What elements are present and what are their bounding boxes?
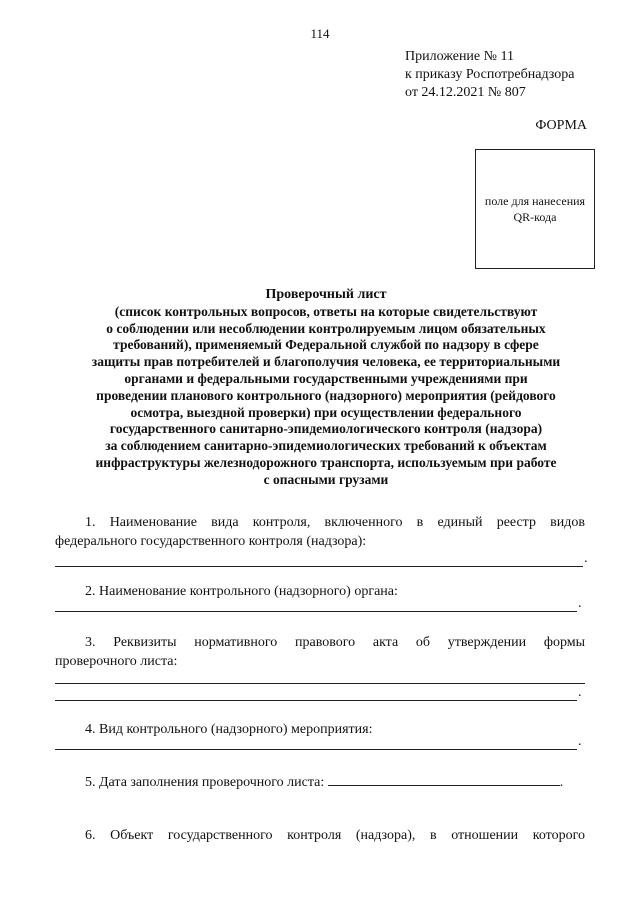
title-line: требований), применяемый Федеральной службой по надзору в сфере: [113, 337, 539, 353]
item-text: федерального государственного контроля (надзора):: [55, 534, 367, 549]
title-line: защиты прав потребителей и благополучия человека, ее территориальными: [91, 354, 561, 370]
line-period: .: [578, 734, 582, 749]
item-event-type: [55, 720, 585, 739]
line-period: .: [559, 775, 564, 790]
fill-line[interactable]: [55, 700, 577, 701]
title-line: органами и федеральными государственными учреждениями при: [124, 370, 528, 386]
qr-field-label: поле для нанесения: [484, 194, 586, 208]
title-heading: Проверочный лист: [265, 287, 387, 302]
item-text: проверочного листа:: [55, 654, 178, 669]
qr-field-label: QR-кода: [513, 210, 557, 224]
item-text: 5. Дата заполнения проверочного листа:: [85, 775, 325, 790]
item-control-body: [55, 582, 585, 601]
item-text: 6. Объект государственного контроля (надзора), в отношении которого: [85, 828, 585, 843]
item-control-type: [55, 513, 585, 551]
title-line: проведении планового контрольного (надзорного) мероприятия (рейдового: [96, 387, 556, 403]
appendix-line: к приказу Роспотребнадзора: [405, 67, 575, 82]
appendix-header: [405, 48, 574, 102]
item-fill-date: [55, 771, 585, 792]
fill-line[interactable]: [55, 566, 583, 567]
title-line: инфраструктуры железнодорожного транспорта, используемым при работе: [95, 454, 557, 470]
item-text: 2. Наименование контрольного (надзорного) органа:: [85, 584, 398, 599]
title-line: государственного санитарно-эпидемиологического контроля (надзора): [109, 421, 543, 437]
date-fill-line[interactable]: [328, 771, 560, 786]
item-text: 3. Реквизиты нормативного правового акта об утверждении формы: [85, 635, 585, 650]
appendix-line: от 24.12.2021 № 807: [405, 85, 526, 100]
line-period: .: [578, 685, 582, 700]
title-line: с опасными грузами: [263, 471, 389, 487]
fill-line[interactable]: [55, 683, 585, 684]
fill-line[interactable]: [55, 611, 577, 612]
document-title: [55, 287, 597, 489]
line-period: .: [584, 551, 588, 566]
item-text: 4. Вид контрольного (надзорного) мероприятия:: [85, 722, 373, 737]
item-text: 1. Наименование вида контроля, включенного в единый реестр видов: [85, 515, 585, 530]
fill-line[interactable]: [55, 749, 577, 750]
item-normative-act: [55, 633, 585, 671]
qr-code-field: [475, 149, 595, 269]
line-period: .: [578, 596, 582, 611]
title-line: о соблюдении или несоблюдении контролируемым лицом обязательных: [106, 320, 546, 336]
title-line: за соблюдением санитарно-эпидемиологических требований к объектам: [105, 438, 547, 454]
title-line: (список контрольных вопросов, ответы на которые свидетельствуют: [114, 303, 538, 319]
title-line: осмотра, выездной проверки) при осуществлении федерального: [130, 404, 522, 420]
form-label: ФОРМА: [535, 118, 587, 133]
appendix-line: Приложение № 11: [405, 49, 514, 64]
page-number: 114: [310, 26, 330, 41]
item-control-object: [55, 826, 585, 845]
